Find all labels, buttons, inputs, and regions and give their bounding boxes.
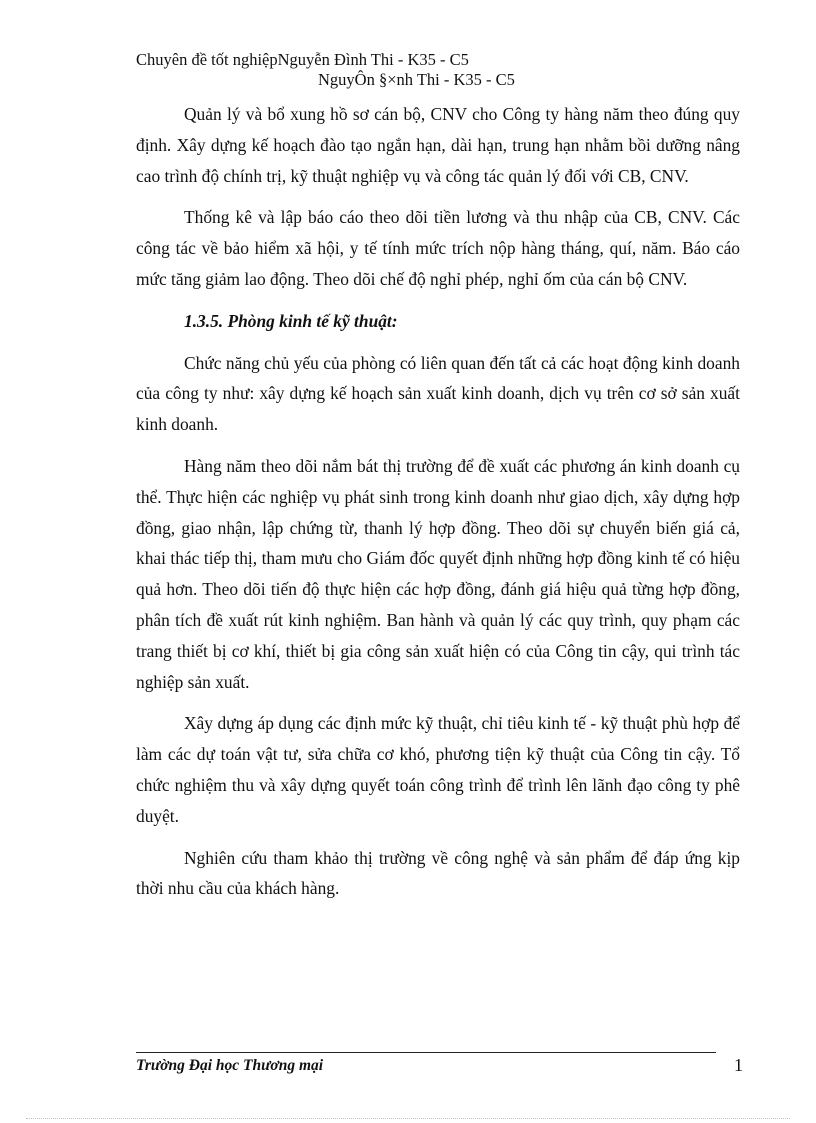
footer-divider — [136, 1052, 716, 1053]
page-number: 1 — [734, 1055, 743, 1075]
document-body — [136, 99, 740, 915]
paragraph: Quản lý và bổ xung hồ sơ cán bộ, CNV cho Công ty hàng năm theo đúng quy định. Xây dựng kế hoạch đào tạo ngắn hạn, dài hạn, trung hạn nhằm bồi dưỡng nâng cao trình độ chính trị, kỹ thuật nghiệp vụ và công tác quản lý đối với CB, CNV. — [136, 104, 740, 186]
paragraph: Xây dựng áp dụng các định mức kỹ thuật, chỉ tiêu kinh tế - kỹ thuật phù hợp để làm các dự toán vật tư, sửa chữa cơ khó, phương tiện kỹ thuật của Công tin cậy. Tổ chức nghiệm thu và xây dựng quyết toán công trình để trình lên lãnh đạo công ty phê duyệt. — [136, 713, 740, 826]
paragraph: Nghiên cứu tham khảo thị trường về công nghệ và sản phẩm để đáp ứng kịp thời nhu cầu của khách hàng. — [136, 847, 740, 899]
page-bottom-dotted-border — [26, 1118, 790, 1119]
paragraph: Hàng năm theo dõi nắm bát thị trường để đề xuất các phương án kinh doanh cụ thể. Thực hiện các nghiệp vụ phát sinh trong kinh doanh như giao dịch, xây dựng hợp đồng, giao nhận, lập chứng từ, thanh lý hợp đồng. Theo dõi sự chuyển biến giá cả, khai thác tiếp thị, tham mưu cho Giám đốc quyết định những hợp đồng kinh tế có hiệu quả hơn. Theo dõi tiến độ thực hiện các hợp đồng, đánh giá hiệu quả từng hợp đồng, phân tích đề xuất rút kinh nghiệm. Ban hành và quản lý các quy trình, quy phạm các trang thiết bị cơ khí, thiết bị gia công sản xuất hiện có của Công tin cậy, qui trình tác nghiệp sản xuất. — [136, 455, 740, 692]
running-header-garbled: NguyÔn §×nh Thi - K35 - C5 — [318, 70, 515, 89]
footer-school-name: Trường Đại học Thương mại — [136, 1057, 324, 1074]
section-heading: 1.3.5. Phòng kinh tế kỹ thuật: — [184, 310, 398, 331]
paragraph: Chức năng chủ yếu của phòng có liên quan đến tất cả các hoạt động kinh doanh của công ty như: xây dựng kế hoạch sản xuất kinh doanh, dịch vụ trên cơ sở sản xuất kinh doanh. — [136, 352, 740, 435]
running-header: Chuyên đề tốt nghiệpNguyễn Đình Thi - K35 - C5 — [136, 50, 469, 69]
paragraph: Thống kê và lập báo cáo theo dõi tiền lương và thu nhập của CB, CNV. Các công tác về bảo hiểm xã hội, y tế tính mức trích nộp hàng tháng, quí, năm. Báo cáo mức tăng giảm lao động. Theo dõi chế độ nghỉ phép, nghỉ ốm của cán bộ CNV. — [136, 207, 740, 289]
